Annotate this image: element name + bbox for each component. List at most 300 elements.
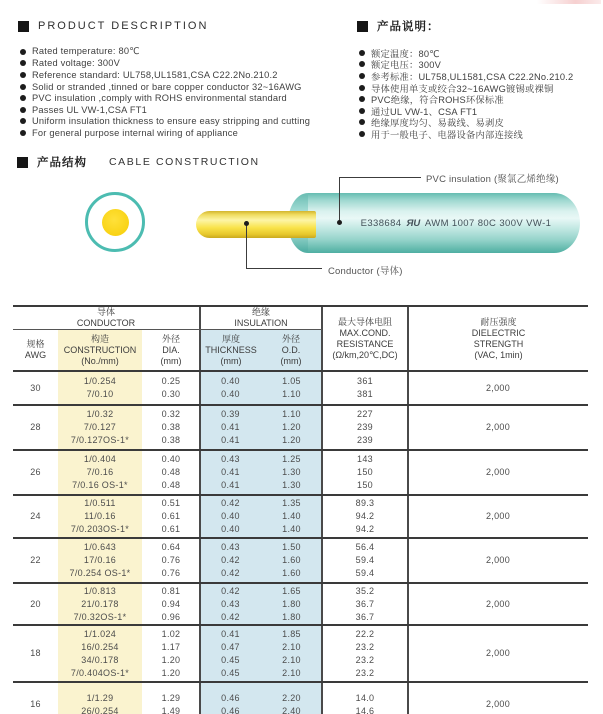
cell-value: 0.25 bbox=[161, 376, 181, 386]
cell-value: 2,000 bbox=[485, 382, 511, 393]
cell-value: 7/0.32OS-1* bbox=[73, 611, 127, 622]
cell-value: 18 bbox=[30, 648, 41, 658]
callout-line bbox=[339, 178, 340, 223]
bullet-dot-icon bbox=[20, 107, 26, 113]
cell-value: 0.81 bbox=[161, 585, 181, 596]
bullet-text: PVC insulation ,comply with ROHS environmental standard bbox=[32, 93, 287, 104]
callout-dot bbox=[244, 221, 249, 226]
cell-value: 1.05 bbox=[282, 376, 301, 386]
bullet-text: For general purpose internal wiring of appliance bbox=[32, 127, 238, 138]
section-title-zh: 产品结构 bbox=[37, 157, 87, 169]
cell-value: 0.41 bbox=[221, 435, 240, 445]
table-row-awg-28 bbox=[13, 405, 588, 450]
cell-value: 1/0.511 bbox=[84, 498, 116, 508]
cell-thickness bbox=[200, 450, 261, 495]
cell-value: 22 bbox=[30, 555, 41, 565]
cell-od bbox=[261, 450, 322, 495]
cell-value: 1/0.32 bbox=[86, 409, 114, 419]
cell-construction bbox=[58, 371, 142, 405]
cropped-logo-fragment bbox=[537, 0, 601, 4]
cell-value: 1/1.024 bbox=[83, 628, 117, 639]
cell-awg bbox=[13, 583, 58, 625]
cell-value: 2.10 bbox=[282, 654, 301, 665]
cell-value: 239 bbox=[357, 422, 373, 432]
cell-value: 0.40 bbox=[221, 376, 240, 386]
cell-value: 150 bbox=[357, 467, 373, 477]
cell-dia bbox=[142, 682, 200, 714]
bullet-dot-icon bbox=[359, 96, 365, 102]
cell-value: 0.40 bbox=[221, 524, 240, 534]
cell-value: 1.10 bbox=[282, 389, 301, 399]
bullet-item bbox=[20, 69, 310, 81]
column-header-resistance bbox=[323, 307, 407, 370]
cell-thickness bbox=[200, 495, 261, 538]
header-line: (No./mm) bbox=[81, 355, 119, 366]
column-header-thickness bbox=[201, 330, 261, 370]
column-header-dia bbox=[142, 330, 200, 370]
cell-value: 1.20 bbox=[282, 422, 301, 432]
cell-value: 0.43 bbox=[221, 454, 240, 464]
section-title: 产品说明： bbox=[377, 21, 440, 33]
cell-value: 1/0.813 bbox=[83, 585, 117, 596]
table-row-awg-24 bbox=[13, 495, 588, 538]
cell-value: 150 bbox=[357, 480, 373, 490]
square-bullet-icon bbox=[357, 21, 368, 32]
cell-value: 1.30 bbox=[282, 480, 301, 490]
bullet-text: Rated voltage: 300V bbox=[32, 58, 121, 69]
cell-value: 0.64 bbox=[161, 542, 181, 552]
cell-value: 23.2 bbox=[355, 667, 375, 678]
bullet-dot-icon bbox=[20, 84, 26, 90]
cell-value: 0.41 bbox=[221, 467, 240, 477]
cell-value: 0.76 bbox=[161, 555, 181, 565]
cell-value: 2,000 bbox=[485, 555, 511, 565]
row-separator bbox=[13, 449, 588, 451]
cell-resistance bbox=[322, 371, 408, 405]
cell-construction bbox=[58, 625, 142, 682]
column-header-construction bbox=[58, 330, 142, 370]
cable-print-text bbox=[336, 218, 576, 229]
group-label-zh: 绝缘 bbox=[251, 306, 270, 317]
bullet-dot-icon bbox=[359, 61, 365, 67]
cell-value: 2,000 bbox=[485, 511, 511, 521]
bullet-item bbox=[20, 46, 310, 58]
cell-value: 1.10 bbox=[282, 409, 301, 419]
bullet-item bbox=[20, 127, 310, 139]
cell-construction bbox=[58, 405, 142, 450]
cell-value: 20 bbox=[30, 598, 41, 609]
bullet-text: Rated temperature: 80℃ bbox=[32, 46, 140, 57]
cell-value: 1.49 bbox=[161, 705, 181, 714]
header-line: THICKNESS bbox=[205, 344, 257, 355]
cell-value: 1.25 bbox=[282, 454, 301, 464]
cell-resistance bbox=[322, 538, 408, 583]
row-separator bbox=[13, 582, 588, 584]
row-separator bbox=[13, 624, 588, 626]
cell-value: 2,000 bbox=[485, 467, 511, 477]
cell-od bbox=[261, 495, 322, 538]
cell-value: 0.40 bbox=[161, 454, 181, 464]
header-line: (mm) bbox=[280, 355, 302, 366]
cell-value: 1.60 bbox=[282, 568, 301, 578]
header-line: (mm) bbox=[220, 355, 242, 366]
cell-value: 1.65 bbox=[282, 585, 301, 596]
bullet-text: Reference standard: UL758,UL1581,CSA C22.2No.210.2 bbox=[32, 69, 278, 80]
column-header-od bbox=[261, 330, 321, 370]
group-label-en: CONDUCTOR bbox=[76, 317, 136, 328]
ul-file-number: E338684 bbox=[360, 218, 402, 229]
cell-value: 1.80 bbox=[282, 598, 301, 609]
cell-dia bbox=[142, 538, 200, 583]
header-line: 外径 bbox=[281, 333, 300, 344]
header-line: CONSTRUCTION bbox=[63, 344, 137, 355]
cell-value: 1.02 bbox=[161, 628, 181, 639]
cell-value: 1.60 bbox=[282, 555, 301, 565]
header-line: (VAC, 1min) bbox=[474, 349, 523, 360]
cell-dia bbox=[142, 495, 200, 538]
cell-value: 0.76 bbox=[161, 568, 181, 578]
bullet-text: Solid or stranded ,tinned or bare copper conductor 32~16AWG bbox=[32, 81, 302, 92]
cell-value: 0.43 bbox=[221, 542, 240, 552]
conductor-core-icon bbox=[102, 209, 129, 236]
cell-dielectric bbox=[408, 450, 588, 495]
cell-value: 0.41 bbox=[221, 422, 240, 432]
cell-awg bbox=[13, 538, 58, 583]
section-title: PRODUCT DESCRIPTION bbox=[38, 20, 209, 32]
cell-awg bbox=[13, 371, 58, 405]
cell-value: 0.47 bbox=[221, 641, 240, 652]
cell-value: 1.50 bbox=[282, 542, 301, 552]
cell-value: 7/0.127 bbox=[83, 422, 117, 432]
cell-value: 0.43 bbox=[221, 598, 240, 609]
bullet-item bbox=[20, 104, 310, 116]
bullet-text: 用于一般电子、电器设备内部连接线 bbox=[371, 129, 523, 140]
cell-od bbox=[261, 682, 322, 714]
cell-value: 1.85 bbox=[282, 628, 301, 639]
cell-awg bbox=[13, 682, 58, 714]
bullet-item bbox=[359, 128, 573, 140]
cell-value: 28 bbox=[30, 422, 41, 432]
callout-line bbox=[246, 268, 322, 269]
header-line: O.D. bbox=[281, 344, 301, 355]
cell-awg bbox=[13, 625, 58, 682]
header-line: 最大导体电阻 bbox=[337, 316, 392, 327]
cell-value: 0.40 bbox=[221, 389, 240, 399]
cable-cross-section-diagram bbox=[85, 192, 145, 252]
label-pvc-insulation: PVC insulation (聚氯乙烯绝缘) bbox=[426, 174, 559, 185]
cell-value: 1.20 bbox=[282, 435, 301, 445]
label-conductor: Conductor (导体) bbox=[328, 266, 403, 277]
column-header-awg bbox=[13, 330, 58, 370]
row-separator bbox=[13, 494, 588, 496]
cell-value: 7/0.404OS-1* bbox=[70, 667, 130, 678]
header-line: (Ω/km,20℃,DC) bbox=[332, 349, 398, 360]
bullet-dot-icon bbox=[20, 118, 26, 124]
cell-dielectric bbox=[408, 682, 588, 714]
cell-value: 7/0.254 OS-1* bbox=[69, 568, 131, 578]
bullet-text: 绝缘厚度均匀、易裁线、易剥皮 bbox=[371, 118, 504, 129]
cell-resistance bbox=[322, 405, 408, 450]
cell-value: 0.42 bbox=[221, 555, 240, 565]
cell-resistance bbox=[322, 625, 408, 682]
cell-value: 24 bbox=[30, 511, 41, 521]
cell-thickness bbox=[200, 405, 261, 450]
cell-thickness bbox=[200, 583, 261, 625]
cell-construction bbox=[58, 495, 142, 538]
row-separator bbox=[13, 681, 588, 683]
cell-value: 17/0.16 bbox=[83, 555, 117, 565]
table-row-awg-20 bbox=[13, 583, 588, 625]
cell-value: 1/0.404 bbox=[83, 454, 117, 464]
bullet-text: Uniform insulation thickness to ensure easy stripping and cutting bbox=[32, 116, 311, 127]
cell-value: 22.2 bbox=[355, 628, 375, 639]
header-line: DIA. bbox=[162, 344, 180, 355]
bullet-dot-icon bbox=[20, 95, 26, 101]
bullet-item bbox=[20, 58, 310, 70]
cell-dia bbox=[142, 371, 200, 405]
bullet-text: PVC绝缘，符合ROHS环保标准 bbox=[371, 95, 504, 106]
cell-value: 1.17 bbox=[161, 641, 181, 652]
cell-value: 0.42 bbox=[221, 568, 240, 578]
cell-dia bbox=[142, 625, 200, 682]
cell-value: 381 bbox=[357, 389, 373, 399]
cell-resistance bbox=[322, 450, 408, 495]
cell-value: 0.45 bbox=[221, 667, 240, 678]
table-row-awg-30 bbox=[13, 371, 588, 405]
conductor-rod-graphic bbox=[196, 211, 316, 238]
cell-value: 7/0.127OS-1* bbox=[70, 435, 130, 445]
cell-value: 21/0.178 bbox=[81, 598, 119, 609]
table-row-awg-18 bbox=[13, 625, 588, 682]
table-row-awg-16 bbox=[13, 682, 588, 714]
header-line: STRENGTH bbox=[473, 338, 524, 349]
callout-line bbox=[246, 224, 247, 269]
cell-value: 1.40 bbox=[282, 511, 301, 521]
cell-value: 16/0.254 bbox=[81, 641, 119, 652]
bullet-dot-icon bbox=[359, 85, 365, 91]
cell-value: 14.6 bbox=[355, 705, 375, 714]
cell-value: 26 bbox=[30, 467, 41, 477]
cell-value: 0.46 bbox=[221, 692, 240, 703]
bullet-text: 通过UL VW-1、CSA FT1 bbox=[371, 106, 478, 117]
cable-spec-text: AWM 1007 80C 300V VW-1 bbox=[424, 218, 552, 229]
header-line: 耐压强度 bbox=[480, 316, 517, 327]
cell-od bbox=[261, 583, 322, 625]
cell-value: 239 bbox=[357, 435, 373, 445]
bullet-dot-icon bbox=[359, 131, 365, 137]
bullet-dot-icon bbox=[359, 73, 365, 79]
cell-value: 361 bbox=[357, 376, 373, 386]
cell-value: 0.48 bbox=[161, 480, 181, 490]
cell-value: 0.42 bbox=[221, 611, 240, 622]
bullet-text: Passes UL VW-1,CSA FT1 bbox=[32, 104, 147, 115]
cell-value: 36.7 bbox=[355, 611, 375, 622]
cell-value: 1/1.29 bbox=[86, 692, 114, 703]
cell-value: 0.41 bbox=[221, 628, 240, 639]
cell-awg bbox=[13, 450, 58, 495]
cell-value: 35.2 bbox=[355, 585, 375, 596]
header-line: 规格 bbox=[26, 339, 45, 349]
cell-dia bbox=[142, 583, 200, 625]
cell-value: 14.0 bbox=[355, 692, 375, 703]
cell-thickness bbox=[200, 682, 261, 714]
cell-value: 0.61 bbox=[161, 524, 181, 534]
header-line: 厚度 bbox=[221, 333, 240, 344]
cell-value: 0.61 bbox=[161, 511, 181, 521]
header-line: DIELECTRIC bbox=[471, 327, 526, 338]
header-line: 构造 bbox=[90, 333, 109, 344]
cell-value: 2,000 bbox=[485, 699, 511, 709]
table-row-awg-22 bbox=[13, 538, 588, 583]
bullet-text: 额定电压：300V bbox=[371, 60, 441, 71]
section-header-description-zh bbox=[357, 18, 440, 34]
cell-value: 7/0.10 bbox=[86, 389, 114, 399]
bullet-dot-icon bbox=[359, 119, 365, 125]
cell-value: 0.46 bbox=[221, 705, 240, 714]
cell-value: 0.96 bbox=[161, 611, 181, 622]
cell-value: 0.30 bbox=[161, 389, 181, 399]
bullet-item bbox=[20, 116, 310, 128]
cell-od bbox=[261, 538, 322, 583]
specification-table bbox=[13, 305, 588, 714]
bullet-dot-icon bbox=[359, 108, 365, 114]
cell-value: 1.30 bbox=[282, 467, 301, 477]
column-header-dielectric bbox=[409, 307, 588, 370]
cell-dielectric bbox=[408, 583, 588, 625]
cell-value: 1.20 bbox=[161, 654, 181, 665]
bullet-dot-icon bbox=[20, 72, 26, 78]
callout-line bbox=[339, 177, 421, 178]
cell-od bbox=[261, 625, 322, 682]
cell-awg bbox=[13, 405, 58, 450]
cell-value: 11/0.16 bbox=[84, 511, 116, 521]
cell-value: 0.51 bbox=[161, 498, 181, 508]
bullet-list-zh bbox=[359, 47, 573, 140]
cell-value: 1/0.643 bbox=[83, 542, 117, 552]
cell-dielectric bbox=[408, 405, 588, 450]
group-label-zh: 导体 bbox=[96, 306, 115, 317]
cell-dia bbox=[142, 405, 200, 450]
square-bullet-icon bbox=[17, 157, 28, 168]
cell-value: 0.38 bbox=[161, 422, 181, 432]
cell-thickness bbox=[200, 538, 261, 583]
callout-dot bbox=[337, 220, 342, 225]
cell-value: 143 bbox=[357, 454, 373, 464]
bullet-text: 参考标准：UL758,UL1581,CSA C22.2No.210.2 bbox=[371, 71, 574, 82]
row-separator bbox=[13, 404, 588, 406]
cell-value: 89.3 bbox=[355, 498, 375, 508]
cell-value: 227 bbox=[357, 409, 373, 419]
cell-value: 0.32 bbox=[161, 409, 181, 419]
cell-value: 7/0.203OS-1* bbox=[70, 524, 130, 534]
cell-construction bbox=[58, 583, 142, 625]
cell-value: 1.80 bbox=[282, 611, 301, 622]
table-row-awg-26 bbox=[13, 450, 588, 495]
cell-resistance bbox=[322, 583, 408, 625]
cell-value: 1.20 bbox=[161, 667, 181, 678]
cell-value: 30 bbox=[30, 382, 41, 393]
cell-value: 36.7 bbox=[355, 598, 375, 609]
section-header-product-description bbox=[18, 20, 208, 32]
cell-value: 7/0.16 bbox=[86, 467, 114, 477]
cell-awg bbox=[13, 495, 58, 538]
bullet-text: 额定温度：80℃ bbox=[371, 48, 440, 59]
cell-value: 0.42 bbox=[221, 498, 240, 508]
ul-recognized-mark-icon: ЯU bbox=[406, 218, 421, 229]
cell-value: 56.4 bbox=[355, 542, 375, 552]
header-line: RESISTANCE bbox=[336, 338, 394, 349]
cell-value: 2,000 bbox=[485, 422, 511, 432]
cell-value: 2.40 bbox=[282, 705, 301, 714]
square-bullet-icon bbox=[18, 21, 29, 32]
group-header-insulation bbox=[201, 306, 321, 329]
cell-value: 0.41 bbox=[221, 480, 240, 490]
cell-value: 2,000 bbox=[485, 648, 511, 658]
cell-value: 0.40 bbox=[221, 511, 240, 521]
row-separator bbox=[13, 537, 588, 539]
cell-thickness bbox=[200, 371, 261, 405]
header-line: 外径 bbox=[161, 333, 180, 344]
cell-value: 16 bbox=[30, 699, 41, 709]
cell-construction bbox=[58, 682, 142, 714]
cell-od bbox=[261, 371, 322, 405]
header-line: AWG bbox=[24, 350, 47, 360]
header-line: MAX.COND. bbox=[339, 327, 391, 338]
cell-thickness bbox=[200, 625, 261, 682]
cell-construction bbox=[58, 538, 142, 583]
cell-value: 26/0.254 bbox=[81, 705, 119, 714]
bullet-dot-icon bbox=[20, 49, 26, 55]
bullet-item bbox=[20, 92, 310, 104]
cell-value: 0.42 bbox=[221, 585, 240, 596]
cell-value: 2,000 bbox=[485, 598, 511, 609]
bullet-text: 导体使用单支或绞合32~16AWG镀锡或裸铜 bbox=[371, 83, 554, 94]
bullet-dot-icon bbox=[359, 50, 365, 56]
cell-value: 94.2 bbox=[355, 524, 375, 534]
cell-value: 1/0.254 bbox=[83, 376, 117, 386]
cell-value: 1.29 bbox=[161, 692, 181, 703]
table-rows bbox=[13, 371, 588, 714]
cell-value: 2.10 bbox=[282, 641, 301, 652]
cell-value: 59.4 bbox=[355, 568, 375, 578]
cell-value: 0.94 bbox=[161, 598, 181, 609]
group-label-en: INSULATION bbox=[234, 317, 288, 328]
bullet-dot-icon bbox=[20, 130, 26, 136]
cell-value: 2.20 bbox=[282, 692, 301, 703]
cell-dielectric bbox=[408, 495, 588, 538]
cell-construction bbox=[58, 450, 142, 495]
group-header-conductor bbox=[13, 306, 199, 329]
cell-value: 59.4 bbox=[355, 555, 375, 565]
section-title-en: CABLE CONSTRUCTION bbox=[109, 156, 260, 168]
cell-od bbox=[261, 405, 322, 450]
cell-dielectric bbox=[408, 538, 588, 583]
cell-value: 0.39 bbox=[221, 409, 240, 419]
bullet-list-en bbox=[20, 46, 310, 139]
cell-dielectric bbox=[408, 371, 588, 405]
section-header-cable-construction bbox=[17, 154, 260, 170]
cell-value: 1.35 bbox=[282, 498, 301, 508]
cell-value: 34/0.178 bbox=[81, 654, 119, 665]
bullet-item bbox=[20, 81, 310, 93]
cell-value: 2.10 bbox=[282, 667, 301, 678]
bullet-dot-icon bbox=[20, 60, 26, 66]
header-line: (mm) bbox=[160, 355, 182, 366]
cell-value: 1.40 bbox=[282, 524, 301, 534]
cell-value: 7/0.16 OS-1* bbox=[72, 480, 128, 490]
cell-value: 94.2 bbox=[355, 511, 375, 521]
cell-value: 23.2 bbox=[355, 654, 375, 665]
